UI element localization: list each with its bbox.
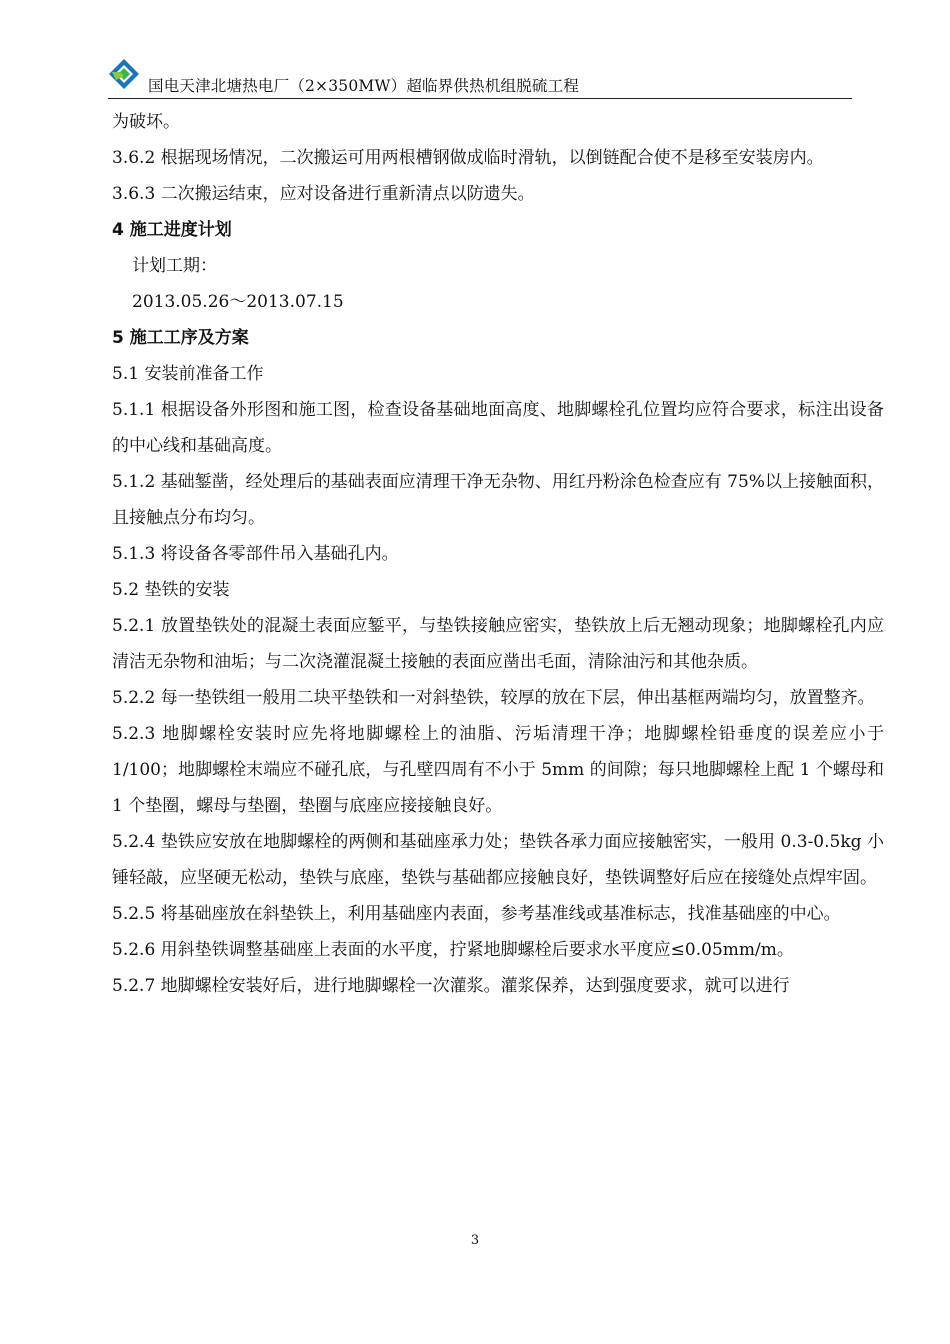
page-number: 3	[470, 1233, 480, 1248]
header-divider	[108, 98, 852, 99]
paragraph: 5.1.3 将设备各零部件吊入基础孔内。	[112, 544, 399, 564]
paragraph: 计划工期：	[132, 256, 217, 276]
section-heading: 5 施工工序及方案	[112, 328, 249, 348]
document-body	[112, 104, 884, 1004]
paragraph: 5.1 安装前准备工作	[112, 364, 264, 384]
paragraph: 5.2.2 每一垫铁组一般用二块平垫铁和一对斜垫铁，较厚的放在下层，伸出基框两端均匀，放置整齐。	[112, 688, 875, 708]
paragraph: 5.2.6 用斜垫铁调整基础座上表面的水平度，拧紧地脚螺栓后要求水平度应≤0.05mm/m。	[112, 940, 794, 960]
paragraph: 5.2.7 地脚螺栓安装好后，进行地脚螺栓一次灌浆。灌浆保养，达到强度要求，就可以进行	[112, 976, 790, 996]
paragraph: 5.2 垫铁的安装	[112, 580, 230, 600]
section-heading: 4 施工进度计划	[112, 220, 232, 240]
paragraph: 5.1.2 基础錾凿，经处理后的基础表面应清理干净无杂物、用红丹粉涂色检查应有 75%以上接触面积，且接触点分布均匀。	[112, 472, 884, 528]
page-header	[108, 58, 852, 100]
header-title: 国电天津北塘热电厂（2×350MW）超临界供热机组脱硫工程	[148, 77, 580, 95]
paragraph: 5.1.1 根据设备外形图和施工图，检查设备基础地面高度、地脚螺栓孔位置均应符合要求，标注出设备的中心线和基础高度。	[112, 400, 884, 456]
paragraph: 3.6.3 二次搬运结束，应对设备进行重新清点以防遗失。	[112, 184, 535, 204]
paragraph: 5.2.4 垫铁应安放在地脚螺栓的两侧和基础座承力处；垫铁各承力面应接触密实，一般用 0.3-0.5kg 小锤轻敲，应坚硬无松动，垫铁与底座，垫铁与基础都应接触良好，垫铁调整好后应在接缝处点焊牢固。	[112, 832, 884, 888]
paragraph: 5.2.5 将基础座放在斜垫铁上，利用基础座内表面，参考基准线或基准标志，找准基础座的中心。	[112, 904, 841, 924]
paragraph: 2013.05.26～2013.07.15	[132, 292, 344, 312]
paragraph: 为破坏。	[112, 112, 180, 132]
paragraph: 3.6.2 根据现场情况，二次搬运可用两根槽钢做成临时滑轨，以倒链配合使不是移至安装房内。	[112, 148, 824, 168]
paragraph: 5.2.1 放置垫铁处的混凝土表面应錾平，与垫铁接触应密实，垫铁放上后无翘动现象；地脚螺栓孔内应清洁无杂物和油垢；与二次浇灌混凝土接触的表面应凿出毛面，清除油污和其他杂质。	[112, 616, 884, 672]
paragraph: 5.2.3 地脚螺栓安装时应先将地脚螺栓上的油脂、污垢清理干净；地脚螺栓铅垂度的误差应小于 1/100；地脚螺栓末端应不碰孔底，与孔壁四周有不小于 5mm 的间隙；每只地脚螺栓上配 1 个螺母和 1 个垫圈，螺母与垫圈，垫圈与底座应接接触良好。	[112, 724, 884, 816]
company-logo-icon	[108, 58, 140, 90]
